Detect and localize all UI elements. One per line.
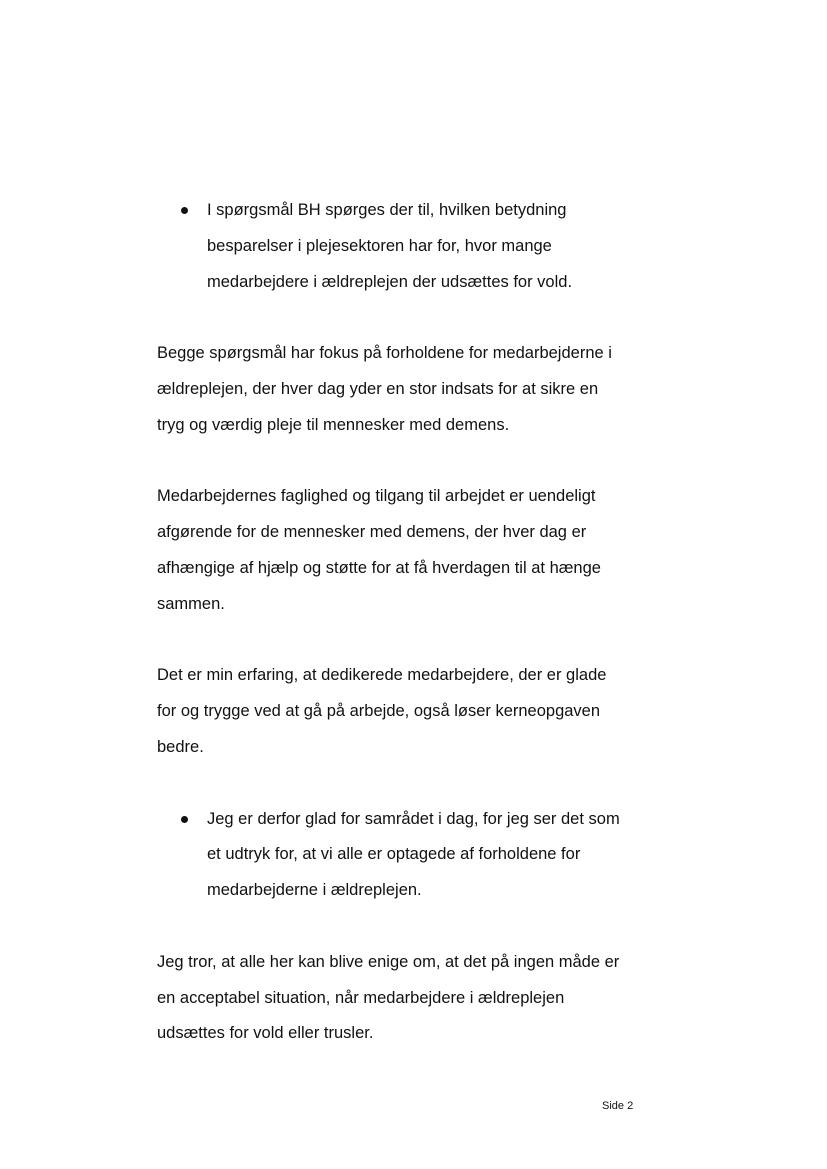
text-line: bedre.: [157, 737, 204, 756]
text-line: Begge spørgsmål har fokus på forholdene for medarbejderne i: [157, 344, 612, 363]
paragraph-3: [157, 658, 677, 765]
text-line: for og trygge ved at gå på arbejde, også løser kerneopgaven: [157, 702, 601, 721]
text-line: I spørgsmål BH spørges der til, hvilken betydning: [207, 201, 567, 219]
text-line: medarbejdere i ældreplejen der udsættes for vold.: [207, 272, 573, 291]
bullet-icon: [181, 816, 188, 823]
bullet-item-1: [157, 193, 677, 300]
paragraph-2: [157, 479, 677, 622]
text-line: Det er min erfaring, at dedikerede medarbejdere, der er glade: [157, 666, 607, 685]
text-line: Jeg er derfor glad for samrådet i dag, for jeg ser det som: [207, 809, 620, 828]
paragraph-1: [157, 336, 677, 443]
text-line: Medarbejdernes faglighed og tilgang til arbejdet er uendeligt: [157, 487, 596, 506]
document-body: [157, 193, 677, 1088]
text-line: en acceptabel situation, når medarbejdere i ældreplejen: [157, 988, 565, 1007]
text-line: tryg og værdig pleje til mennesker med demens.: [157, 415, 510, 434]
text-line: afhængige af hjælp og støtte for at få hverdagen til at hænge: [157, 558, 601, 577]
text-line: medarbejderne i ældreplejen.: [207, 881, 422, 900]
text-line: ældreplejen, der hver dag yder en stor indsats for at sikre en: [157, 379, 599, 398]
text-line: Jeg tror, at alle her kan blive enige om, at det på ingen måde er: [157, 952, 620, 971]
text-line: afgørende for de mennesker med demens, der hver dag er: [157, 523, 587, 542]
bullet-icon: [181, 207, 188, 214]
text-line: et udtryk for, at vi alle er optagede af forholdene for: [207, 845, 581, 864]
page-number: Side 2: [602, 1100, 634, 1112]
text-line: udsættes for vold eller trusler.: [157, 1024, 374, 1043]
text-line: sammen.: [157, 594, 225, 613]
bullet-item-2: [157, 802, 677, 909]
text-line: besparelser i plejesektoren har for, hvor mange: [207, 236, 552, 255]
paragraph-4: [157, 945, 677, 1052]
